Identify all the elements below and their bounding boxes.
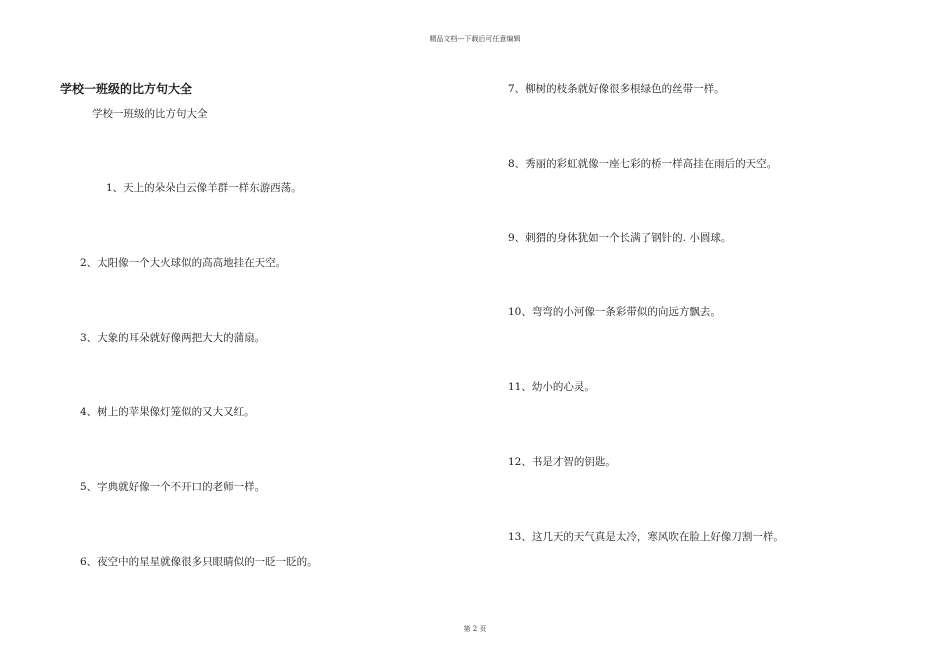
sentence-item: 10、弯弯的小河像一条彩带似的向远方飘去。 [508, 306, 721, 318]
sentence-item: 9、刺猬的身体犹如一个长满了钢针的. 小圆球。 [508, 232, 732, 244]
sentence-item: 4、树上的苹果像灯笼似的又大又红。 [80, 406, 255, 418]
document-title: 学校一班级的比方句大全 [60, 82, 193, 96]
sentence-item: 5、字典就好像一个不开口的老师一样。 [80, 481, 266, 493]
page-number: 第 2 页 [463, 625, 487, 633]
sentence-item: 13、这几天的天气真是太冷，寒风吹在脸上好像刀割一样。 [508, 531, 784, 543]
sentence-item: 6、夜空中的星星就像很多只眼睛似的一眨一眨的。 [80, 556, 318, 568]
sentence-item: 8、秀丽的彩虹就像一座七彩的桥一样高挂在雨后的天空。 [508, 158, 778, 170]
sentence-item: 7、柳树的枝条就好像很多根绿色的丝带一样。 [508, 83, 725, 95]
page-header-note: 精品文档---下载后可任意编辑 [429, 35, 521, 43]
sentence-item: 1、天上的朵朵白云像羊群一样东游西荡。 [106, 182, 302, 194]
sentence-item: 12、书是才智的钥匙。 [508, 456, 616, 468]
sentence-item: 11、幼小的心灵。 [508, 381, 595, 393]
sentence-item: 3、大象的耳朵就好像两把大大的蒲扇。 [80, 332, 266, 344]
document-subtitle: 学校一班级的比方句大全 [92, 108, 208, 120]
sentence-item: 2、太阳像一个大火球似的高高地挂在天空。 [80, 257, 287, 269]
